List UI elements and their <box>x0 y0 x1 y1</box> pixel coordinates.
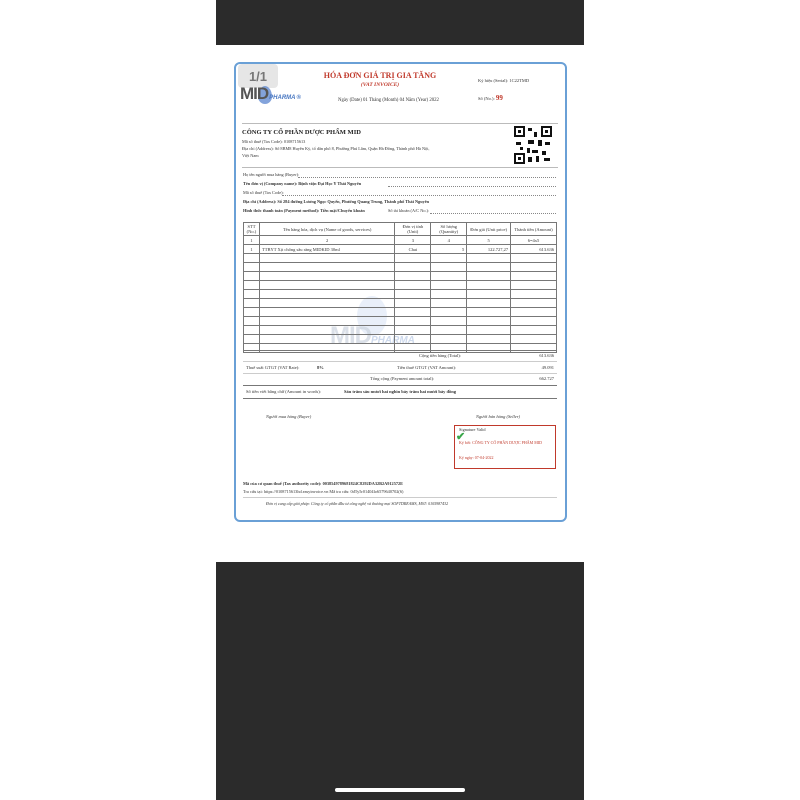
empty-row <box>244 335 557 344</box>
tax-authority-code: Mã của cơ quan thuế (Tax authority code): 0038549789681824C8292DA32B2A912572E <box>243 481 404 486</box>
empty-row <box>244 299 557 308</box>
grand-total-value: 662.727 <box>539 376 554 381</box>
page-indicator: 1/1 <box>238 64 278 88</box>
table-cell: 4 <box>431 236 467 245</box>
account-line <box>430 213 556 214</box>
empty-row <box>244 317 557 326</box>
buyer-name-label: Họ tên người mua hàng (Buyer): <box>243 172 300 177</box>
table-cell: 122.727,27 <box>467 245 511 254</box>
watermark-main: MID <box>330 322 371 349</box>
seller-address-2: Việt Nam <box>242 153 259 158</box>
checkmark-icon: ✔ <box>456 431 466 443</box>
watermark-sub: PHARMA <box>371 335 415 346</box>
buyer-company: Tên đơn vị (Company name): Bệnh viện Đại Học Y Thái Nguyên <box>243 181 362 186</box>
amount-words-label: Số tiền viết bằng chữ (Amount in words): <box>246 389 322 394</box>
table-header-row <box>244 223 557 236</box>
seller-address: Địa chỉ (Address): Số 8BM8 Huyền Kỳ, tổ dân phố 8, Phường Phú Lãm, Quận Hà Đông, Thành phố Hà Nội, <box>242 146 430 151</box>
account-number: Số tài khoản (A/C No.): <box>388 208 430 213</box>
invoice-number-value: 99 <box>495 94 503 102</box>
empty-row <box>244 344 557 353</box>
table-cell: Chai <box>395 245 431 254</box>
header-divider <box>242 123 558 124</box>
buyer-company-line <box>388 186 556 187</box>
table-cell: 613.636 <box>511 245 557 254</box>
vat-rate-value: 8% <box>317 365 324 370</box>
signature-valid: Signature Valid <box>459 427 486 432</box>
table-cell: 5 <box>431 245 467 254</box>
qr-code <box>514 126 552 164</box>
logo-reg: ® <box>296 95 301 101</box>
seller-divider <box>242 167 558 168</box>
home-indicator[interactable] <box>335 788 465 792</box>
items-table <box>243 222 557 353</box>
vat-amount-label: Tiền thuế GTGT (VAT Amount): <box>397 365 457 370</box>
table-row <box>244 245 557 254</box>
footer-divider <box>243 497 557 498</box>
grand-total-label: Tổng cộng (Payment amount total): <box>370 376 435 381</box>
col-header-qty: Số lượng (Quantity) <box>431 223 467 236</box>
payment-method: Hình thức thanh toán (Payment method): Tiền mặt/Chuyển khoản <box>243 208 365 213</box>
empty-row <box>244 281 557 290</box>
provider-info: Đơn vị cung cấp giải pháp: Công ty cổ phần đầu tư công nghệ và thương mại SOFTDREAMS, MST: 0105987432 <box>266 501 449 506</box>
table-cell: 6=4x5 <box>511 236 557 245</box>
col-header-no: STT (No.) <box>244 223 260 236</box>
invoice-number <box>478 94 503 102</box>
buyer-signature-label: Người mua hàng (Buyer) <box>266 414 312 419</box>
signature-date: Ký ngày: 07-04-2022 <box>459 455 494 460</box>
top-dark-band <box>216 0 584 45</box>
buyer-tax-line <box>282 195 556 196</box>
logo-sub: PHARMA <box>269 95 296 101</box>
table-cell: TTBYT Xịt chống sâu răng MIDKID 30ml <box>259 245 394 254</box>
company-logo <box>240 84 301 104</box>
invoice-number-label: Số (No.): <box>478 96 495 101</box>
words-bottom-line <box>243 398 557 399</box>
table-cell: 3 <box>395 236 431 245</box>
table-cell: 1 <box>244 245 260 254</box>
empty-row <box>244 263 557 272</box>
signature-signer: Ký bởi: CÔNG TY CỔ PHẦN DƯỢC PHẨM MID <box>459 440 543 445</box>
vat-rate-label: Thuế suất GTGT (VAT Rate): <box>246 365 300 370</box>
empty-row <box>244 290 557 299</box>
buyer-address: Địa chỉ (Address): Số 284 đường Lương Ngọc Quyến, Phường Quang Trung, Thành phố Thái Nguyên <box>243 199 430 204</box>
col-header-amount: Thành tiền (Amount) <box>511 223 557 236</box>
subtotal-value: 613.636 <box>539 353 554 358</box>
totals-bottom-line <box>243 385 557 386</box>
empty-row <box>244 308 557 317</box>
empty-row <box>244 272 557 281</box>
seller-tax-code: Mã số thuế (Tax Code): 0108715613 <box>242 139 306 144</box>
buyer-name-line <box>298 177 556 178</box>
totals-divider <box>243 361 557 362</box>
invoice-title: HÓA ĐƠN GIÁ TRỊ GIA TĂNG <box>323 71 437 80</box>
logo-main: MID <box>240 84 269 103</box>
totals-top-line <box>243 350 557 351</box>
col-header-unit: Đơn vị tính (Unit) <box>395 223 431 236</box>
amount-words-value: Sáu trăm sáu mươi hai nghìn bảy trăm hai mươi bảy đồng <box>344 389 457 394</box>
vat-amount-value: 49.091 <box>541 365 554 370</box>
table-cell: 2 <box>259 236 394 245</box>
table-index-row <box>244 236 557 245</box>
col-header-name: Tên hàng hóa, dịch vụ (Name of goods, services) <box>259 223 394 236</box>
table-cell: 1 <box>244 236 260 245</box>
buyer-tax-code: Mã số thuế (Tax Code): <box>243 190 284 195</box>
subtotal-label: Cộng tiền hàng (Total): <box>419 353 462 358</box>
invoice-date: Ngày (Date) 01 Tháng (Month) 04 Năm (Year) 2022 <box>338 98 439 103</box>
seller-name: CÔNG TY CỔ PHẦN DƯỢC PHẨM MID <box>242 129 361 136</box>
totals-divider <box>243 373 557 374</box>
empty-row <box>244 326 557 335</box>
empty-row <box>244 254 557 263</box>
invoice-subtitle: (VAT INVOICE) <box>360 82 400 88</box>
col-header-price: Đơn giá (Unit price) <box>467 223 511 236</box>
lookup-info[interactable]: Tra cứu tại: https://0108715613hd.easyinvoice.vn Mã tra cứu: 0dTy5r01404lo6579640702(6) <box>243 489 404 494</box>
table-cell: 5 <box>467 236 511 245</box>
seller-signature-label: Người bán hàng (Seller) <box>476 414 520 419</box>
invoice-serial: Ký hiệu (Serial): 1C22TMD <box>478 78 530 83</box>
bottom-dark-band <box>216 562 584 800</box>
